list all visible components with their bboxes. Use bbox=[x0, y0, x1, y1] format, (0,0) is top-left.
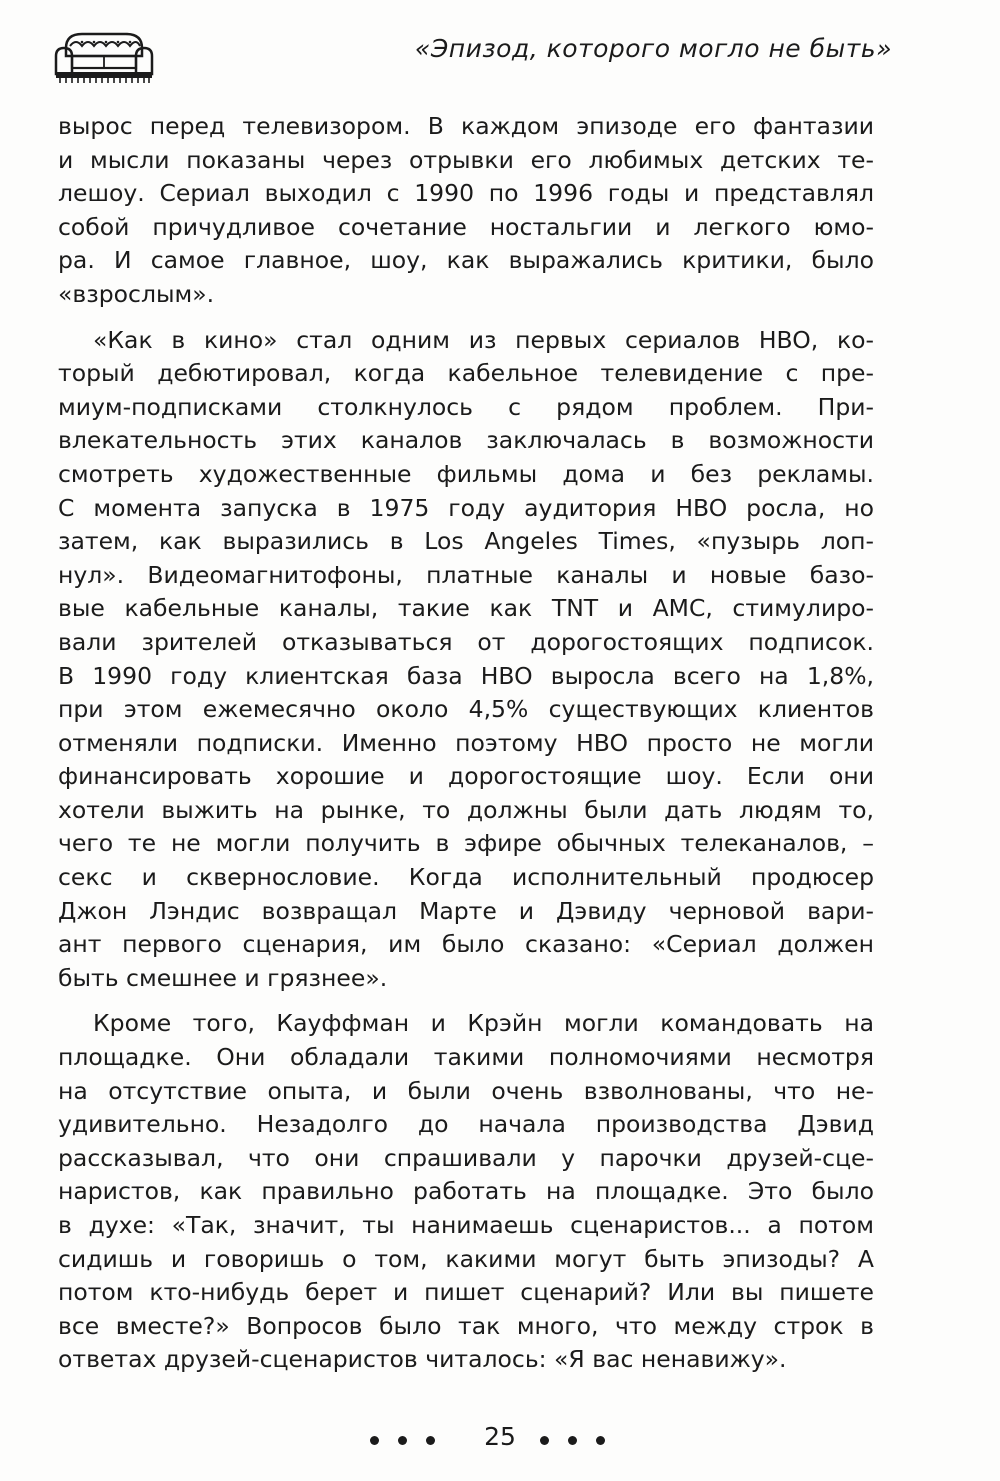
paragraph bbox=[58, 110, 874, 312]
text-line: площадке. Они обладали такими полномочиями несмотря bbox=[58, 1043, 874, 1072]
text-line: хотели выжить на рынке, то должны были дать людям то, bbox=[58, 795, 874, 824]
dot-ornament bbox=[398, 1436, 407, 1445]
text-line: С момента запуска в 1975 году аудитория HBO росла, но bbox=[58, 493, 874, 522]
text-line: торый дебютировал, когда кабельное телевидение с пре- bbox=[58, 359, 874, 388]
text-line: смотреть художественные фильмы дома и без рекламы. bbox=[58, 459, 874, 488]
text-line: собой причудливое сочетание ностальгии и легкого юмо- bbox=[58, 212, 874, 241]
paragraph bbox=[58, 1007, 874, 1377]
text-line: сидишь и говоришь о том, какими могут быть эпизоды? А bbox=[58, 1244, 874, 1273]
dot-ornament bbox=[540, 1436, 549, 1445]
text-line: лешоу. Сериал выходил с 1990 по 1996 годы и представлял bbox=[58, 179, 874, 208]
text-line: на отсутствие опыта, и были очень взволнованы, что не- bbox=[58, 1076, 874, 1105]
footer-dots-left bbox=[370, 1436, 435, 1445]
dot-ornament bbox=[568, 1436, 577, 1445]
dot-ornament bbox=[370, 1436, 379, 1445]
text-line: влекательность этих каналов заключалась в возможности bbox=[58, 426, 874, 455]
running-title: «Эпизод, которого могло не быть» bbox=[414, 34, 892, 63]
text-line: нул». Видеомагнитофоны, платные каналы и новые базо- bbox=[58, 560, 874, 589]
text-line: в духе: «Так, значит, ты нанимаешь сценаристов... а потом bbox=[58, 1211, 874, 1239]
text-line: чего те не могли получить в эфире обычных телеканалов, – bbox=[58, 829, 874, 858]
page-header bbox=[0, 0, 1000, 110]
text-line: Кроме того, Кауффман и Крэйн могли командовать на bbox=[93, 1009, 874, 1038]
body-text bbox=[58, 110, 874, 1377]
dot-ornament bbox=[426, 1436, 435, 1445]
text-line: ответах друзей-сценаристов читалось: «Я вас ненавижу». bbox=[58, 1345, 787, 1374]
dot-ornament bbox=[596, 1436, 605, 1445]
paragraph bbox=[58, 324, 874, 996]
text-line: вые кабельные каналы, такие как TNT и AMC, стимулиро- bbox=[58, 594, 874, 623]
page-number: 25 bbox=[484, 1422, 516, 1451]
text-line: Джон Лэндис возвращал Марте и Дэвиду черновой вари- bbox=[58, 896, 874, 925]
text-line: рассказывал, что они спрашивали у парочки друзей-сце- bbox=[58, 1143, 874, 1172]
text-line: затем, как выразились в Los Angeles Times, «пузырь лоп- bbox=[58, 527, 874, 556]
text-line: финансировать хорошие и дорогостоящие шоу. Если они bbox=[58, 762, 874, 791]
text-line: вырос перед телевизором. В каждом эпизоде его фантазии bbox=[58, 112, 874, 140]
footer-dots-right bbox=[540, 1436, 605, 1445]
sofa-icon bbox=[52, 26, 156, 88]
text-line: наристов, как правильно работать на площадке. Это было bbox=[58, 1177, 874, 1206]
text-line: быть смешнее и грязнее». bbox=[58, 963, 388, 992]
text-line: удивительно. Незадолго до начала производства Дэвид bbox=[58, 1110, 874, 1139]
text-line: ра. И самое главное, шоу, как выражались критики, было bbox=[58, 246, 874, 275]
text-line: потом кто-нибудь берет и пишет сценарий? Или вы пишете bbox=[58, 1278, 874, 1307]
text-line: «Как в кино» стал одним из первых сериалов HBO, ко- bbox=[93, 325, 874, 354]
text-line: все вместе?» Вопросов было так много, что между строк в bbox=[58, 1311, 874, 1340]
text-line: миум-подписками столкнулось с рядом проблем. При- bbox=[58, 392, 874, 421]
text-line: вали зрителей отказываться от дорогостоящих подписок. bbox=[58, 627, 874, 656]
text-line: отменяли подписки. Именно поэтому HBO просто не могли bbox=[58, 728, 874, 757]
text-line: и мысли показаны через отрывки его любимых детских те- bbox=[58, 145, 874, 174]
text-line: ант первого сценария, им было сказано: «Сериал должен bbox=[58, 930, 874, 959]
text-line: при этом ежемесячно около 4,5% существующих клиентов bbox=[58, 695, 874, 724]
text-line: «взрослым». bbox=[58, 279, 215, 308]
text-line: секс и сквернословие. Когда исполнительный продюсер bbox=[58, 863, 874, 892]
page-footer bbox=[0, 1416, 1000, 1466]
text-line: В 1990 году клиентская база HBO выросла всего на 1,8%, bbox=[58, 661, 874, 690]
